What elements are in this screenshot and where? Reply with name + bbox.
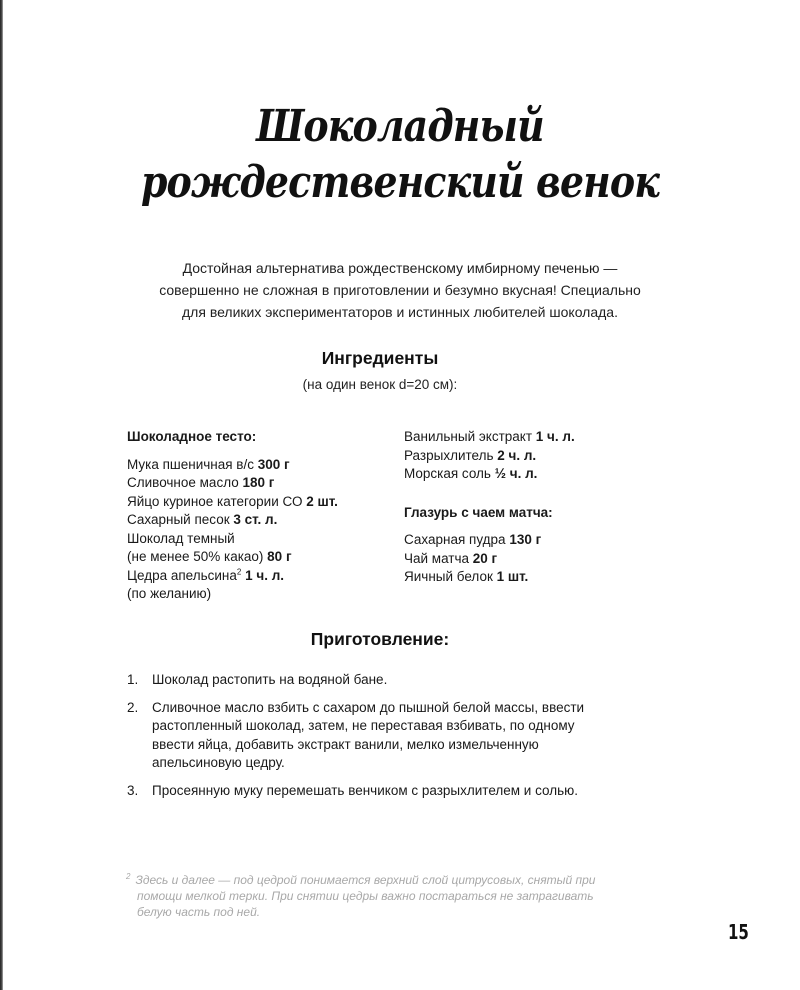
ingredient-item: Чай матча 20 г: [404, 550, 498, 566]
recipe-title-line-2: рождественский венок: [140, 157, 660, 208]
footnote-text: белую часть под ней.: [137, 905, 261, 919]
ingredient-item: Ванильный экстракт 1 ч. л.: [404, 429, 575, 444]
ingredient-item: Шоколад темный: [127, 530, 235, 546]
ingredient-item: Морская соль ½ ч. л.: [404, 466, 538, 481]
preparation-step: [127, 671, 647, 690]
ingredient-item: Разрыхлитель 2 ч. л.: [404, 447, 537, 463]
ingredient-item: Сахарный песок 3 ст. л.: [127, 512, 278, 527]
ingredients-subheading: (на один венок d=20 см):: [302, 377, 458, 392]
footnote: [126, 869, 646, 920]
footnote-text: помощи мелкой терки. При снятии цедры важно постараться не затрагивать: [137, 889, 594, 903]
footnote-reference: 2: [236, 567, 242, 576]
step-text: Просеянную муку перемешать венчиком с разрыхлителем и солью.: [152, 782, 578, 798]
step-text: Сливочное масло взбить с сахаром до пышной белой массы, ввести: [152, 699, 585, 715]
step-text: ввести яйца, добавить экстракт ванили, мелко измельченную: [152, 736, 539, 752]
ingredient-item: Сахарная пудра 130 г: [404, 532, 542, 547]
preparation-step: [127, 699, 647, 773]
page-number: 15: [728, 920, 749, 944]
ingredients-heading: Ингредиенты: [321, 348, 439, 368]
intro-paragraph: [100, 257, 700, 323]
dough-heading: Шоколадное тесто:: [127, 429, 257, 444]
ingredient-item: Яичный белок 1 шт.: [404, 569, 529, 584]
step-text: Шоколад растопить на водяной бане.: [152, 672, 388, 687]
preparation-heading: Приготовление:: [310, 629, 450, 649]
ingredient-item: (по желанию): [127, 586, 212, 601]
ingredient-item: (не менее 50% какао) 80 г: [127, 549, 292, 564]
dough-ingredients-column: [127, 428, 397, 604]
ingredient-item: Мука пшеничная в/с 300 г: [127, 456, 290, 472]
step-number: 2.: [127, 699, 139, 715]
intro-line: совершенно не сложная в приготовлении и безумно вкусная! Специально: [159, 282, 641, 298]
footnote-text: Здесь и далее — под цедрой понимается верхний слой цитрусовых, снятый при: [135, 873, 596, 887]
ingredient-item: Сливочное масло 180 г: [127, 475, 275, 490]
intro-line: Достойная альтернатива рождественскому имбирному печенью —: [182, 260, 618, 276]
extra-and-glaze-column: [404, 428, 704, 587]
footnote-mark: 2: [126, 872, 131, 881]
step-text: растопленный шоколад, затем, не переставая взбивать, по одному: [152, 718, 575, 733]
preparation-step: [127, 782, 647, 801]
step-number: 3.: [127, 782, 139, 798]
ingredient-item: Цедра апельсина$^2$ 1 ч. л.: [127, 567, 285, 583]
preparation-steps: [127, 671, 647, 809]
step-number: 1.: [127, 672, 139, 687]
recipe-title-line-1: Шоколадный: [256, 101, 544, 152]
ingredient-item: Яйцо куриное категории СО 2 шт.: [127, 493, 338, 509]
book-spine-edge: [0, 0, 3, 990]
step-text: апельсиновую цедру.: [152, 755, 285, 770]
intro-line: для великих экспериментаторов и истинных любителей шоколада.: [182, 304, 618, 320]
glaze-heading: Глазурь с чаем матча:: [404, 504, 553, 520]
